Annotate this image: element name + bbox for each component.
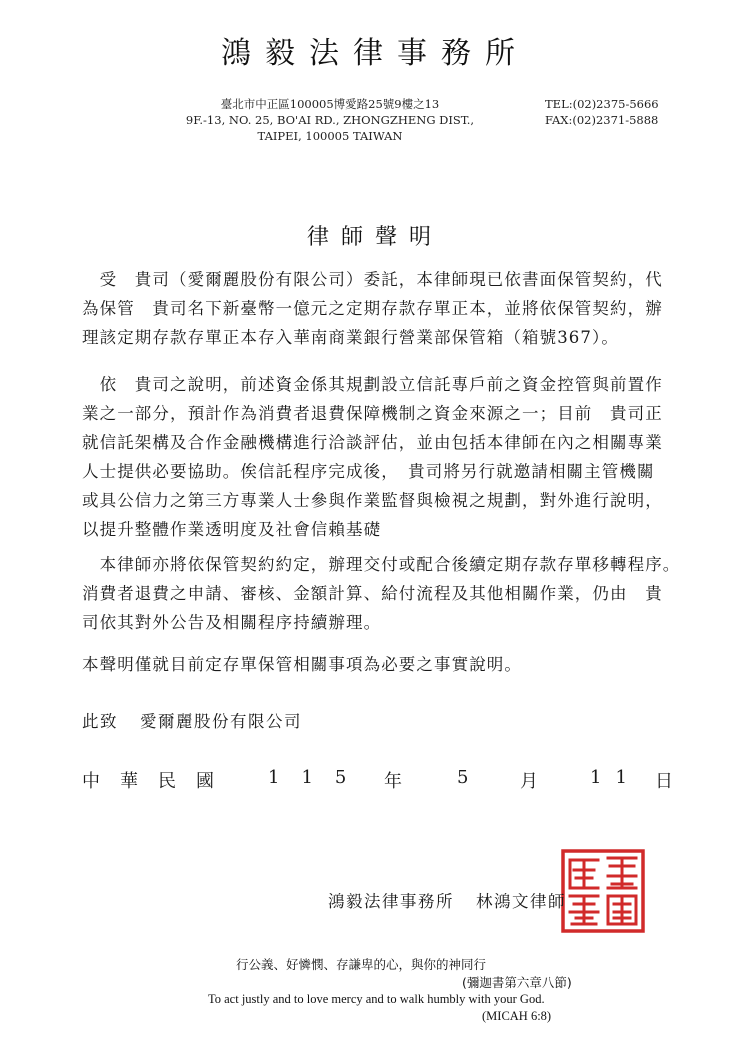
firm-name: 鴻毅法律事務所 (221, 36, 529, 71)
paragraph (82, 370, 682, 544)
lawyer-seal-stamp (560, 848, 646, 934)
fax: FAX:(02)2371-5888 (545, 113, 659, 127)
signature-lawyer: 林鴻文律師 (476, 892, 566, 911)
paragraph-line: 或具公信力之第三方專業人士參與作業監督與檢視之規劃，對外進行說明， (82, 491, 663, 510)
address-line: TAIPEI, 100005 TAIWAN (257, 129, 403, 143)
date-day: 11 (590, 767, 641, 788)
paragraph (82, 650, 682, 679)
date-era: 中華民國 (82, 771, 234, 792)
paragraph (82, 550, 682, 637)
paragraph-line: 本律師亦將依保管契約約定，辦理交付或配合後續定期存款存單移轉程序。 (82, 555, 681, 574)
date-day-unit: 日 (655, 771, 673, 792)
paragraph-line: 為保管 貴司名下新臺幣一億元之定期存款存單正本，並將依保管契約，辦 (82, 299, 663, 318)
date-month: 5 (457, 767, 469, 788)
signature-firm: 鴻毅法律事務所 (328, 892, 454, 911)
salutation-prefix: 此致 (82, 712, 118, 731)
paragraph-line: 消費者退費之申請、審核、金額計算、給付流程及其他相關作業，仍由 貴 (82, 584, 663, 603)
paragraph-line: 理該定期存款存單正本存入華南商業銀行營業部保管箱（箱號367）。 (82, 328, 619, 347)
paragraph-line: 人士提供必要協助。俟信託程序完成後， 貴司將另行就邀請相關主管機關 (82, 462, 655, 481)
salutation-recipient: 愛爾麗股份有限公司 (140, 712, 302, 731)
paragraph-line: 受 貴司（愛爾麗股份有限公司）委託，本律師現已依書面保管契約，代 (82, 270, 663, 289)
paragraph-line: 業之一部分，預計作為消費者退費保障機制之資金來源之一；目前 貴司正 (82, 404, 663, 423)
telephone: TEL:(02)2375-5666 (545, 97, 659, 111)
footer-reference-english: (MICAH 6:8) (482, 1009, 552, 1023)
contact-block (545, 96, 725, 128)
address-line: 9F.-13, NO. 25, BO'AI RD., ZHONGZHENG DIST., (185, 113, 475, 127)
document-title: 律師聲明 (306, 225, 443, 250)
footer-verse-chinese: 行公義、好憐憫、存謙卑的心，與你的神同行 (236, 957, 487, 972)
paragraph (82, 265, 682, 352)
paragraph-line: 本聲明僅就目前定存單保管相關事項為必要之事實說明。 (82, 655, 522, 674)
signature-line (328, 888, 566, 912)
date-year-unit: 年 (384, 771, 402, 792)
paragraph-line: 以提升整體作業透明度及社會信賴基礎 (82, 520, 382, 539)
address-block (180, 96, 480, 144)
date-month-unit: 月 (520, 771, 538, 792)
date-year: 115 (268, 767, 369, 788)
paragraph-line: 就信託架構及合作金融機構進行洽談評估，並由包括本律師在內之相關專業 (82, 433, 663, 452)
paragraph-line: 依 貴司之說明，前述資金係其規劃設立信託專戶前之資金控管與前置作 (82, 375, 663, 394)
footer-reference-chinese: (彌迦書第六章八節) (462, 975, 572, 990)
paragraph-line: 司依其對外公告及相關程序持續辦理。 (82, 613, 382, 632)
salutation (82, 708, 302, 732)
address-line: 臺北市中正區100005博愛路25號9樓之13 (220, 97, 440, 111)
footer-verse-english: To act justly and to love mercy and to walk humbly with your God. (208, 992, 545, 1006)
date-line (0, 767, 750, 797)
